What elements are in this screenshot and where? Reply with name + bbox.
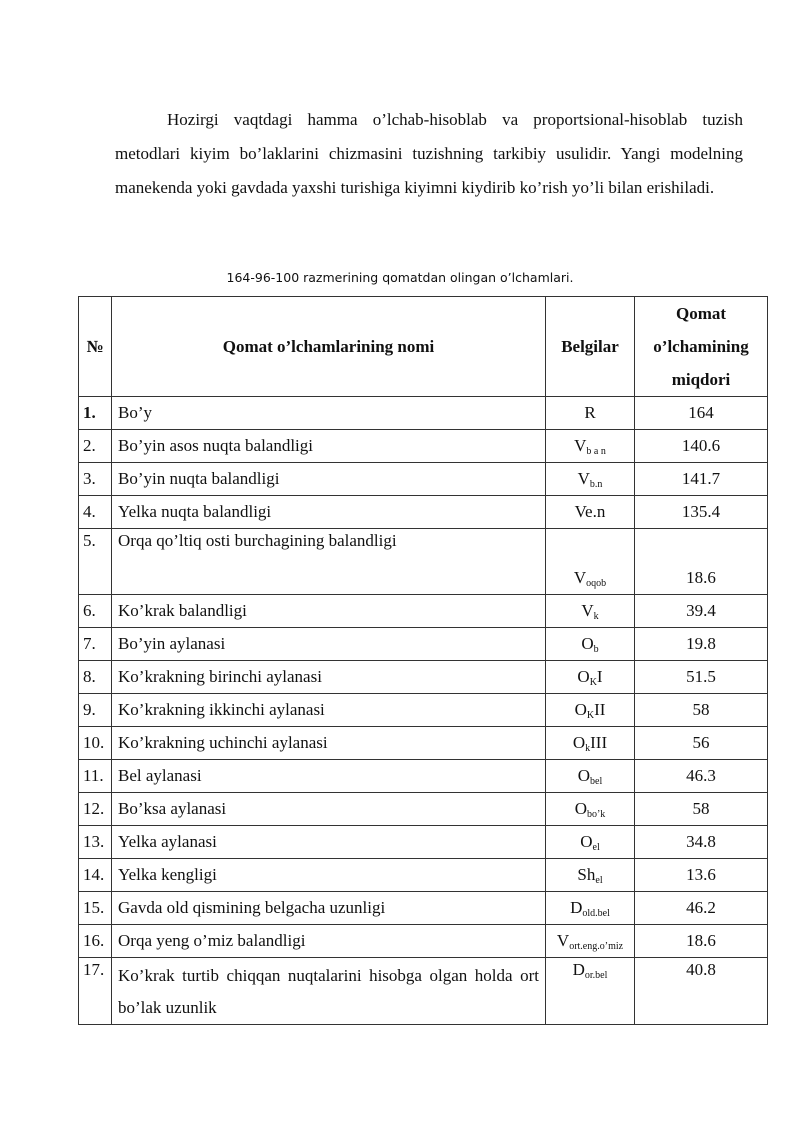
row-symbol [546,595,635,628]
table-row [79,958,768,1025]
symbol-subscript: b [593,644,599,655]
table-row [79,595,768,628]
row-symbol [546,496,635,529]
row-symbol [546,793,635,826]
symbol-suffix: I [596,667,603,686]
row-value: 58 [635,694,768,727]
table-row [79,760,768,793]
row-value: 18.6 [635,529,768,595]
row-symbol [546,727,635,760]
table-row [79,793,768,826]
row-value: 51.5 [635,661,768,694]
symbol-main: O [577,667,590,686]
row-symbol [546,826,635,859]
row-name: Yelka aylanasi [112,826,546,859]
measurements-table [78,296,768,1025]
row-value: 56 [635,727,768,760]
table-row [79,529,768,595]
row-name: Ko’krakning ikkinchi aylanasi [112,694,546,727]
row-number: 3. [79,463,112,496]
symbol-subscript: b a n [586,446,606,457]
symbol-main: O [581,634,594,653]
symbol-main: D [570,898,583,917]
table-row [79,430,768,463]
row-name: Ko’krak balandligi [112,595,546,628]
table-row [79,496,768,529]
symbol-main: V [574,436,587,455]
row-symbol [546,661,635,694]
table-body [79,397,768,1025]
row-number: 12. [79,793,112,826]
row-number: 17. [79,958,112,1025]
row-number: 9. [79,694,112,727]
header-number: № [79,297,112,397]
row-value: 18.6 [635,925,768,958]
row-name: Bo’y [112,397,546,430]
row-number: 6. [79,595,112,628]
symbol-main: R [584,403,596,422]
row-number: 11. [79,760,112,793]
row-value: 141.7 [635,463,768,496]
symbol-main: V [581,601,594,620]
symbol-subscript: K [589,677,597,688]
row-symbol [546,859,635,892]
row-name: Yelka nuqta balandligi [112,496,546,529]
symbol-main: Sh [577,865,596,884]
row-symbol [546,760,635,793]
row-number: 13. [79,826,112,859]
table-row [79,925,768,958]
row-number: 8. [79,661,112,694]
row-name: Ko’krakning uchinchi aylanasi [112,727,546,760]
symbol-subscript: el [595,875,603,886]
symbol-subscript: oqob [586,578,607,589]
row-name: Bel aylanasi [112,760,546,793]
symbol-main: O [572,733,586,752]
row-name: Ko’krakning birinchi aylanasi [112,661,546,694]
row-value: 135.4 [635,496,768,529]
table-row [79,859,768,892]
row-name: Yelka kengligi [112,859,546,892]
symbol-suffix: III [590,733,608,752]
symbol-subscript: bo’k [586,809,606,820]
symbol-main: V [556,931,570,950]
row-name: Bo’yin aylanasi [112,628,546,661]
symbol-main: V [577,469,590,488]
row-symbol [546,892,635,925]
row-number: 1. [79,397,112,430]
table-row [79,661,768,694]
symbol-subscript: or.bel [584,970,608,981]
header-value: Qomat o’lchamining miqdori [635,297,768,397]
row-value: 39.4 [635,595,768,628]
symbol-subscript: k [585,743,591,754]
row-number: 4. [79,496,112,529]
row-symbol [546,529,635,595]
row-name: Bo’yin nuqta balandligi [112,463,546,496]
row-name: Bo’yin asos nuqta balandligi [112,430,546,463]
row-number: 7. [79,628,112,661]
symbol-main: O [574,799,587,818]
symbol-suffix: II [594,700,606,719]
row-name: Ko’krak turtib chiqqan nuqtalarini hisobga olgan holda ort bo’lak uzunlik [112,958,546,1025]
row-value: 46.3 [635,760,768,793]
symbol-main: V [573,568,587,587]
row-number: 10. [79,727,112,760]
symbol-main: O [580,832,593,851]
header-name: Qomat o’lchamlarining nomi [112,297,546,397]
row-symbol [546,397,635,430]
symbol-main: Ve.n [574,502,606,521]
table-row [79,628,768,661]
row-name: Gavda old qismining belgacha uzunligi [112,892,546,925]
row-symbol [546,463,635,496]
symbol-main: O [577,766,591,785]
row-symbol [546,958,635,1025]
row-symbol [546,430,635,463]
row-symbol [546,925,635,958]
row-value: 19.8 [635,628,768,661]
symbol-subscript: bel [590,776,603,787]
symbol-main: D [572,960,585,979]
table-row [79,463,768,496]
row-value: 34.8 [635,826,768,859]
row-name: Bo’ksa aylanasi [112,793,546,826]
row-symbol [546,628,635,661]
row-number: 2. [79,430,112,463]
table-caption: 164-96-100 razmerining qomatdan olingan o’lchamlari. [226,270,574,285]
row-value: 140.6 [635,430,768,463]
symbol-subscript: ort.eng.o’miz [569,941,624,952]
symbol-subscript: k [593,611,599,622]
row-number: 14. [79,859,112,892]
row-name: Orqa qo’ltiq osti burchagining balandligi [112,529,546,595]
table-header-row [79,297,768,397]
table-row [79,826,768,859]
row-number: 5. [79,529,112,595]
row-number: 15. [79,892,112,925]
header-symbol: Belgilar [546,297,635,397]
symbol-main: O [574,700,587,719]
table-row [79,397,768,430]
row-symbol [546,694,635,727]
symbol-subscript: K [586,710,595,721]
symbol-subscript: b.n [589,479,603,490]
table-row [79,694,768,727]
table-row [79,892,768,925]
symbol-subscript: el [592,842,600,853]
row-name: Orqa yeng o’miz balandligi [112,925,546,958]
table-row [79,727,768,760]
row-value: 164 [635,397,768,430]
row-number: 16. [79,925,112,958]
row-value: 46.2 [635,892,768,925]
intro-paragraph: Hozirgi vaqtdagi hamma o’lchab-hisoblab va proportsional-hisoblab tuzish metodlari kiyim bo’laklarini chizmasini tuzishning tarkibiy usulidir. Yangi modelning manekenda yoki gavdada yaxshi turishiga kiyimni kiydirib ko’rish yo’li bilan erishiladi. [115,110,743,197]
symbol-subscript: old.bel [582,908,610,919]
row-value: 40.8 [635,958,768,1025]
row-value: 58 [635,793,768,826]
row-value: 13.6 [635,859,768,892]
